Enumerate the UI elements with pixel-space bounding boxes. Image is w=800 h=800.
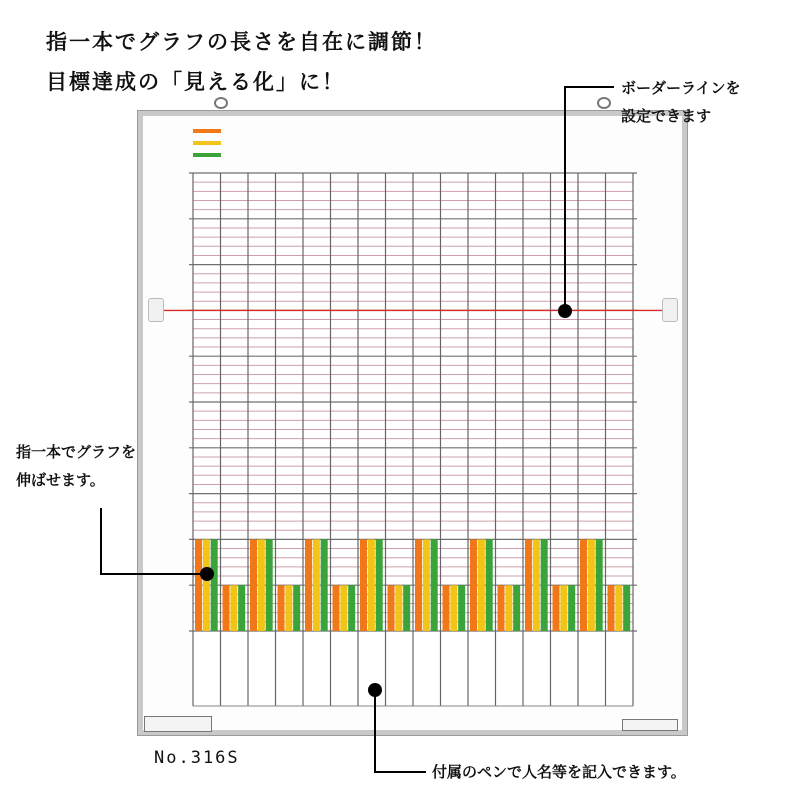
bar-column-3-1 [250, 539, 257, 631]
bar-column-1-1 [195, 539, 202, 631]
bar-column-10-1 [443, 585, 450, 631]
border-line-clip-right[interactable] [662, 298, 678, 322]
callout-stretch-1: 指一本でグラフを [16, 443, 137, 461]
bar-column-5-2 [313, 539, 320, 631]
bar-column-10-3 [458, 585, 465, 631]
leader-pen-horizontal [374, 771, 426, 773]
bar-column-1-3 [211, 539, 218, 631]
callout-border-line-2: 設定できます [621, 107, 712, 125]
bar-column-15-3 [596, 539, 603, 631]
headline-line-2: 目標達成の「見える化」に！ [46, 70, 345, 94]
bar-column-12-2 [505, 585, 512, 631]
bar-column-7-1 [360, 539, 367, 631]
bar-column-1-2 [203, 539, 210, 631]
bar-column-10-2 [450, 585, 457, 631]
bar-column-12-3 [513, 585, 520, 631]
leader-border-vertical [564, 86, 566, 310]
bar-column-2-2 [230, 585, 237, 631]
bar-column-16-2 [615, 585, 622, 631]
bar-column-2-3 [238, 585, 245, 631]
bar-column-4-2 [285, 585, 292, 631]
leader-stretch-vertical [100, 508, 102, 574]
bar-column-14-1 [553, 585, 560, 631]
bar-column-16-1 [608, 585, 615, 631]
callout-stretch [16, 438, 136, 494]
model-number: No.316S [154, 748, 240, 768]
callout-stretch-2: 伸ばせます。 [16, 471, 105, 489]
bar-column-15-1 [580, 539, 587, 631]
bar-column-13-1 [525, 539, 532, 631]
label-plate-left [144, 716, 212, 732]
bar-column-6-3 [348, 585, 355, 631]
bar-column-4-3 [293, 585, 300, 631]
bar-column-8-2 [395, 585, 402, 631]
leader-stretch-horizontal [100, 573, 206, 575]
bar-column-8-1 [388, 585, 395, 631]
bar-column-7-2 [368, 539, 375, 631]
bar-column-15-2 [588, 539, 595, 631]
bar-column-14-3 [568, 585, 575, 631]
bar-column-5-1 [305, 539, 312, 631]
bar-column-6-1 [333, 585, 340, 631]
bar-column-6-2 [340, 585, 347, 631]
bar-column-9-2 [423, 539, 430, 631]
bar-column-11-1 [470, 539, 477, 631]
bar-column-7-3 [376, 539, 383, 631]
bar-column-8-3 [403, 585, 410, 631]
bar-column-13-2 [533, 539, 540, 631]
bar-column-9-1 [415, 539, 422, 631]
bar-column-5-3 [321, 539, 328, 631]
headline-line-1: 指一本でグラフの長さを自在に調節！ [46, 30, 437, 54]
bar-column-3-2 [258, 539, 265, 631]
border-line-clip-left[interactable] [148, 298, 164, 322]
bar-column-9-3 [431, 539, 438, 631]
bar-column-2-1 [223, 585, 230, 631]
bar-column-14-2 [560, 585, 567, 631]
bar-column-3-3 [266, 539, 273, 631]
bar-column-16-3 [623, 585, 630, 631]
leader-border-horizontal [564, 86, 614, 88]
bar-column-12-1 [498, 585, 505, 631]
bar-column-11-3 [486, 539, 493, 631]
callout-border-line [621, 74, 741, 130]
callout-border-line-1: ボーダーラインを [621, 79, 741, 97]
leader-pen-vertical [374, 690, 376, 772]
bar-column-4-1 [278, 585, 285, 631]
bar-column-11-2 [478, 539, 485, 631]
bar-column-13-3 [541, 539, 548, 631]
brand-plate [622, 719, 678, 731]
callout-pen: 付属のペンで人名等を記入できます。 [432, 763, 686, 781]
